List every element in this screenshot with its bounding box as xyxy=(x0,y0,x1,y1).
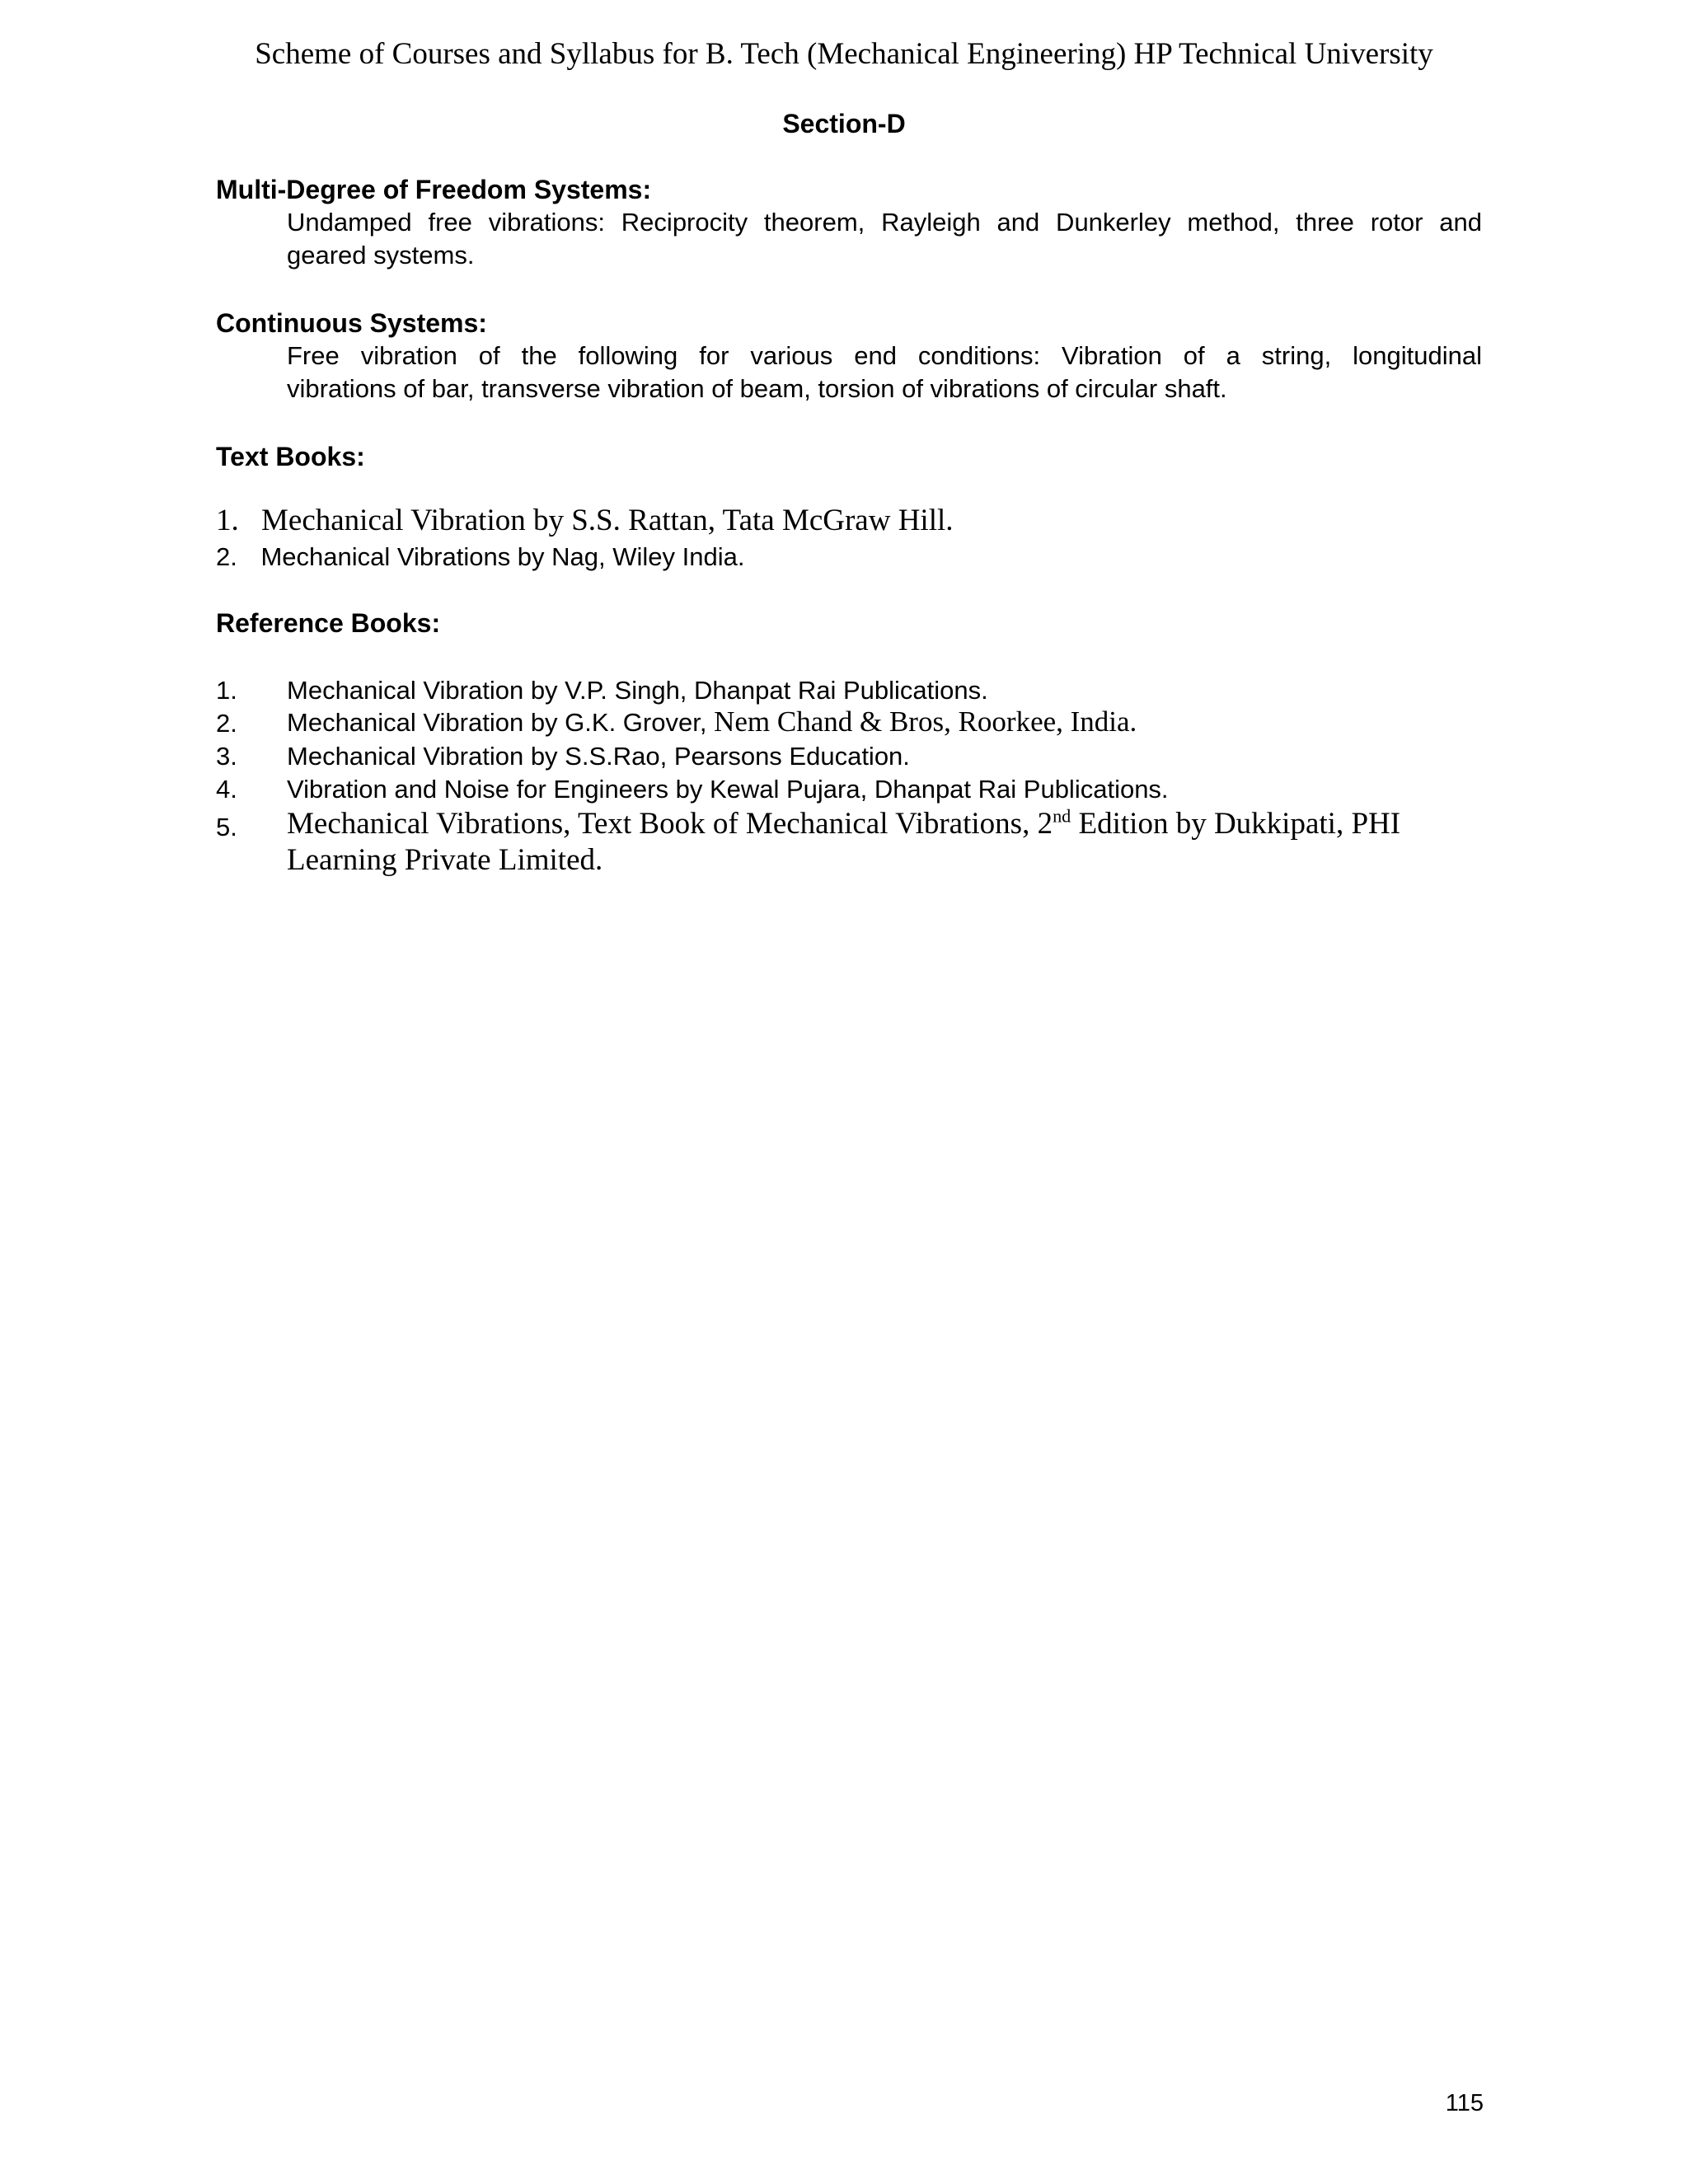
mdof-paragraph xyxy=(287,206,1482,272)
text-book-text: Mechanical Vibration by S.S. Rattan, Tata McGraw Hill. xyxy=(261,504,954,537)
reference-item-5 xyxy=(287,806,1400,879)
reference-number: 4. xyxy=(216,775,237,804)
reference-superscript: nd xyxy=(1053,805,1071,827)
reference-item-4: Vibration and Noise for Engineers by Kewal Pujara, Dhanpat Rai Publications. xyxy=(287,775,1169,804)
reference-text-part: Nem Chand & Bros, Roorkee, India. xyxy=(714,705,1137,738)
continuous-line-2: vibrations of bar, transverse vibration of beam, torsion of vibrations of circular shaft. xyxy=(287,374,1227,403)
reference-number: 2. xyxy=(216,709,237,738)
text-book-text: Mechanical Vibrations by Nag, Wiley India. xyxy=(260,542,745,571)
reference-item-1: Mechanical Vibration by V.P. Singh, Dhanpat Rai Publications. xyxy=(287,676,988,705)
reference-number: 5. xyxy=(216,813,237,841)
text-book-number: 2. xyxy=(216,542,237,571)
mdof-heading: Multi-Degree of Freedom Systems: xyxy=(216,175,652,204)
continuous-heading: Continuous Systems: xyxy=(216,308,487,338)
reference-number: 3. xyxy=(216,742,237,771)
continuous-line-1: Free vibration of the following for various end conditions: Vibration of a string, longitudinal xyxy=(287,341,1482,370)
text-book-item-1 xyxy=(216,503,954,539)
reference-text-part: Mechanical Vibration by G.K. Grover, xyxy=(287,708,715,737)
mdof-line-1: Undamped free vibrations: Reciprocity theorem, Rayleigh and Dunkerley method, three rotor and xyxy=(287,208,1482,237)
reference-books-heading: Reference Books: xyxy=(216,608,441,638)
reference-number: 1. xyxy=(216,676,237,705)
continuous-paragraph xyxy=(287,340,1482,405)
reference-text-part: Learning Private Limited. xyxy=(287,843,603,877)
text-books-heading: Text Books: xyxy=(216,442,365,471)
reference-text-part: Mechanical Vibrations, Text Book of Mechanical Vibrations, 2 xyxy=(287,807,1053,841)
text-book-number: 1. xyxy=(216,504,239,537)
page-number: 115 xyxy=(1445,2090,1484,2116)
reference-item-3: Mechanical Vibration by S.S.Rao, Pearsons Education. xyxy=(287,742,910,771)
page-header: Scheme of Courses and Syllabus for B. Tech (Mechanical Engineering) HP Technical University xyxy=(255,37,1433,71)
reference-item-2 xyxy=(287,705,1137,744)
reference-text-part: Edition by Dukkipati, PHI xyxy=(1071,807,1401,841)
section-title: Section-D xyxy=(782,109,906,138)
mdof-line-2: geared systems. xyxy=(287,241,475,269)
text-book-item-2 xyxy=(216,541,744,574)
